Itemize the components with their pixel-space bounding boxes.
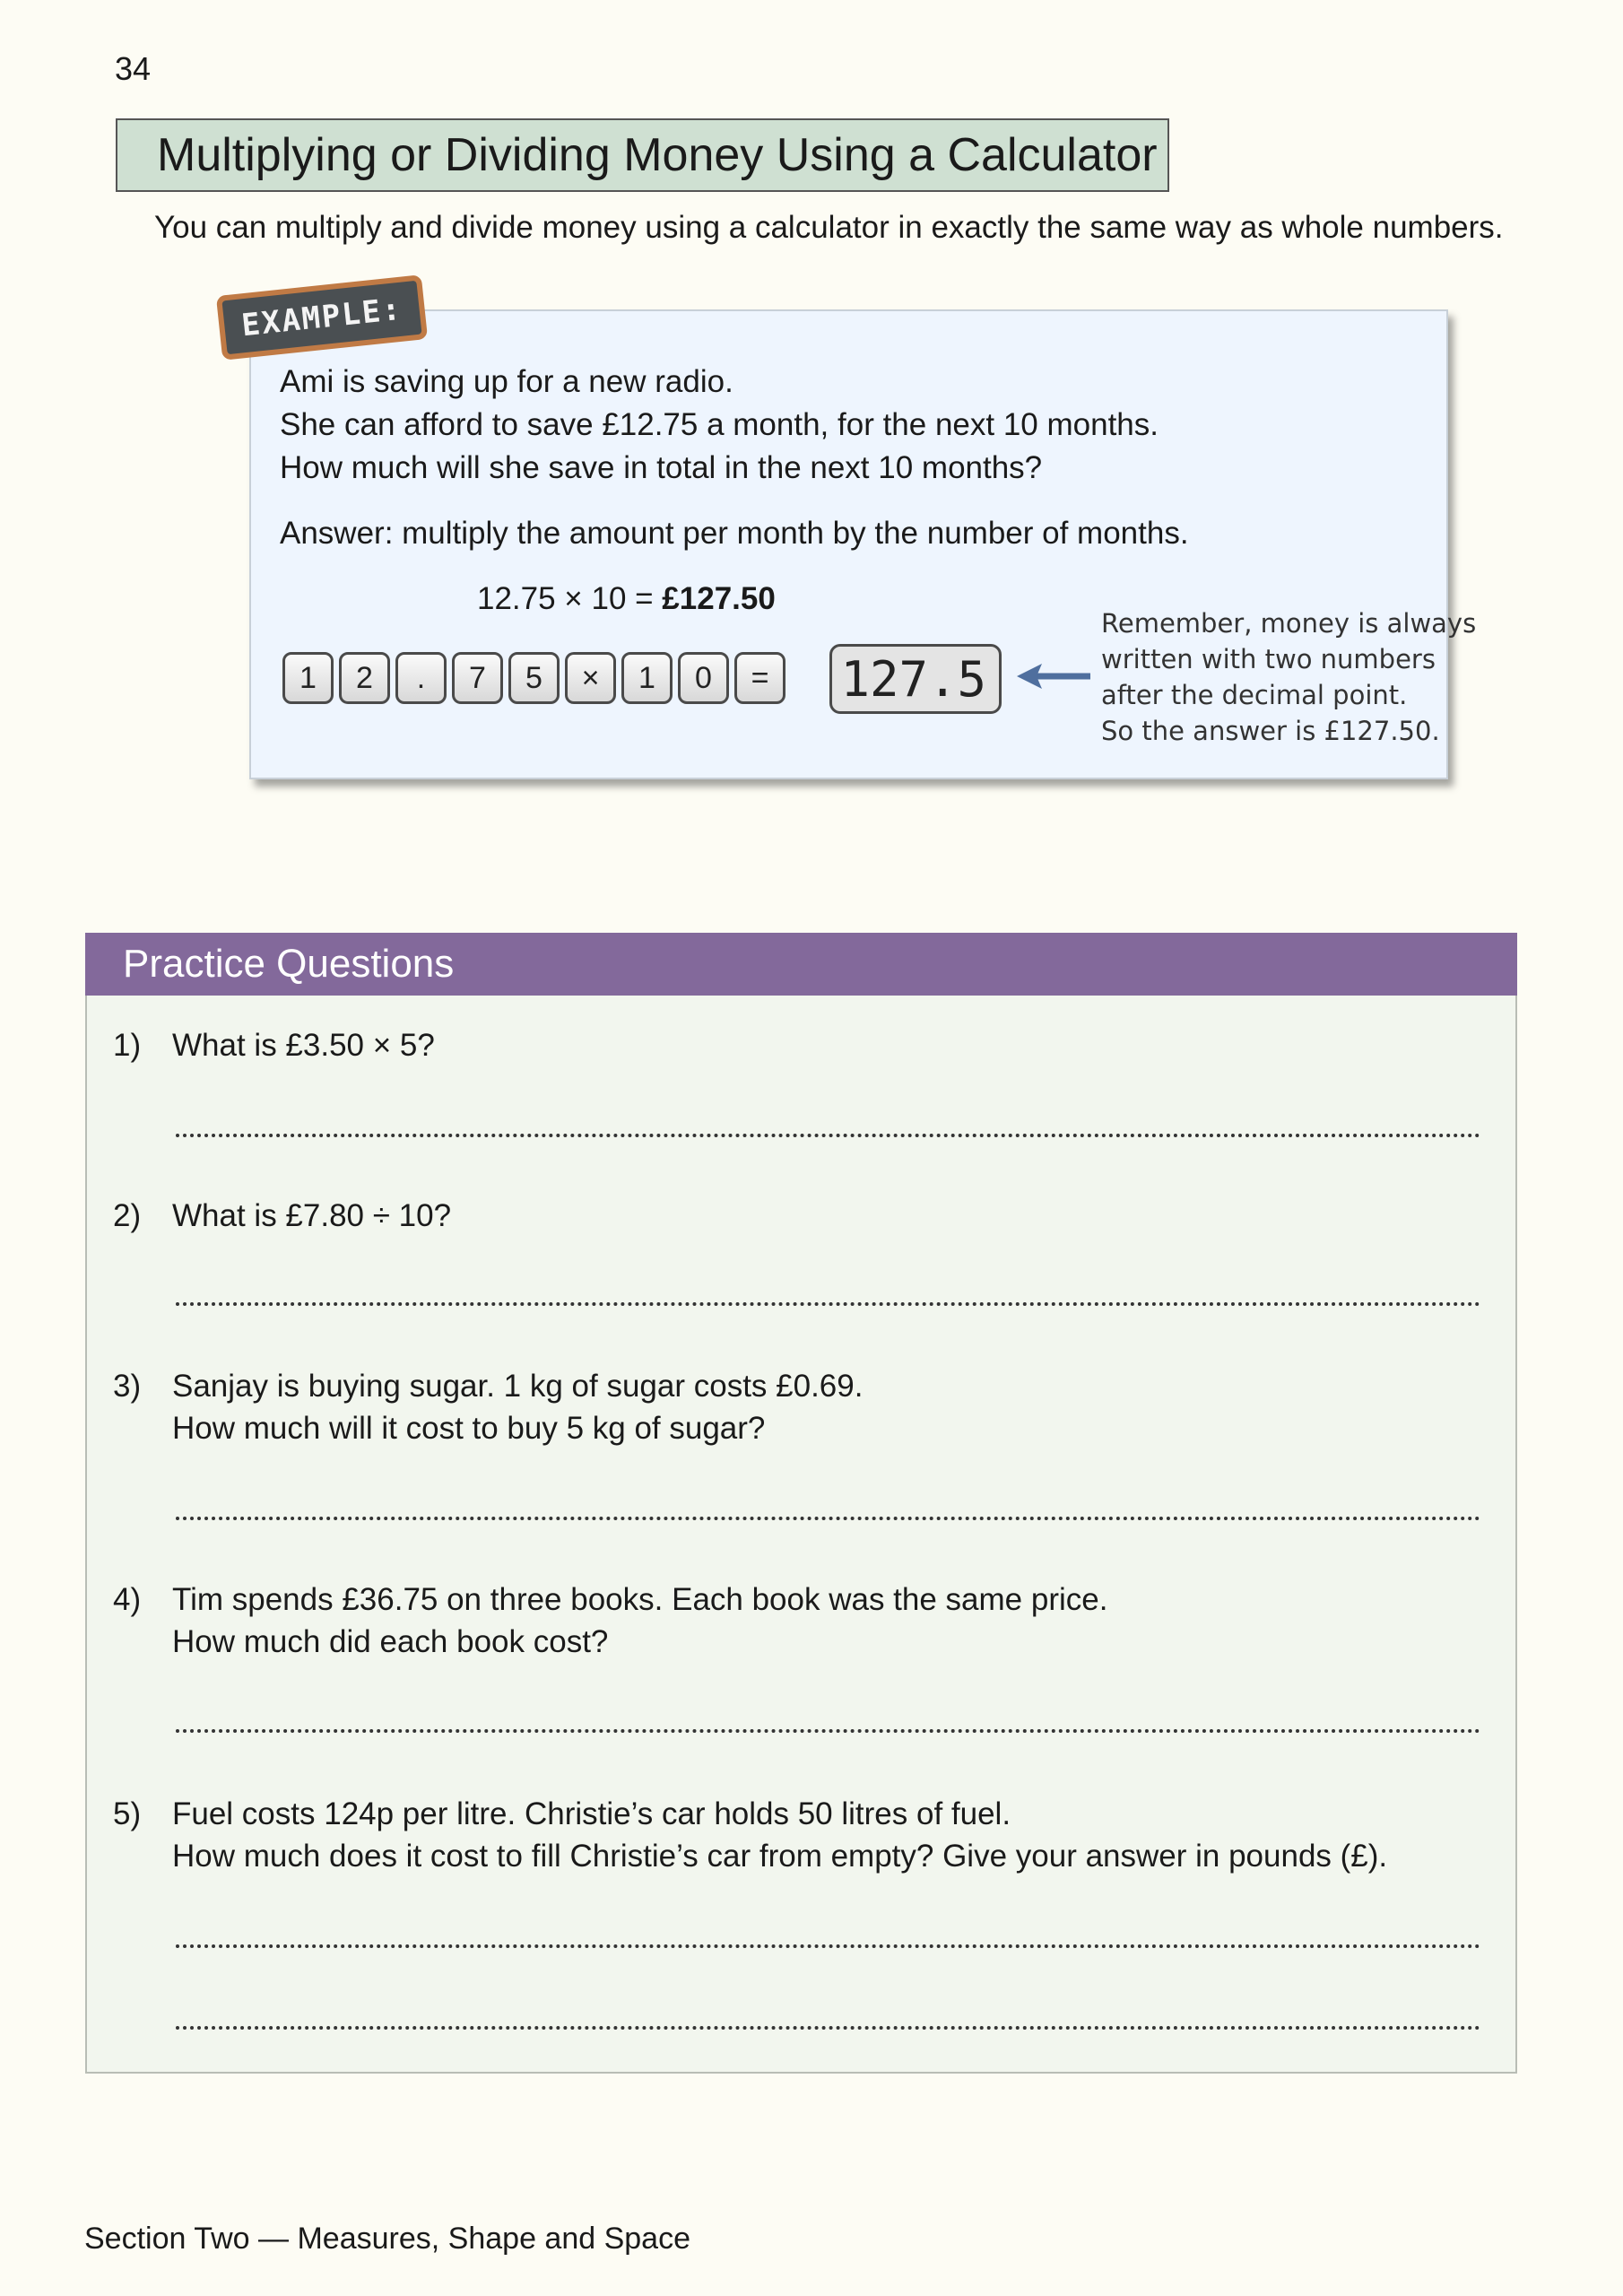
question-number: 5) [113, 1796, 142, 1831]
question-text: What is £7.80 ÷ 10? [172, 1198, 452, 1233]
example-line: How much will she save in total in the next 10 months? [280, 450, 1043, 485]
note-line: after the decimal point. [1101, 680, 1408, 710]
question-text: Sanjay is buying sugar. 1 kg of sugar costs £0.69. [172, 1369, 864, 1404]
calculation-result: £127.50 [662, 581, 776, 616]
question-number: 3) [113, 1369, 142, 1404]
note-line: written with two numbers [1101, 644, 1436, 674]
note-line: Remember, money is always [1101, 608, 1477, 639]
page-number: 34 [115, 50, 152, 87]
intro-text: You can multiply and divide money using a calculator in exactly the same way as whole numbers. [154, 210, 1504, 245]
calc-key-equals: = [734, 652, 785, 704]
question-text: How much will it cost to buy 5 kg of sugar? [172, 1411, 766, 1446]
calculator-keys [282, 652, 785, 704]
question-number: 4) [113, 1582, 142, 1617]
calc-key-multiply: × [565, 652, 616, 704]
page-title: Multiplying or Dividing Money Using a Calculator [116, 118, 1169, 192]
calc-key-5: 5 [508, 652, 560, 704]
answer-line[interactable] [176, 1517, 1480, 1520]
note-line: So the answer is £127.50. [1101, 716, 1440, 746]
practice-questions-header: Practice Questions [85, 933, 1517, 996]
example-badge: EXAMPLE: [216, 274, 428, 361]
calc-key-7: 7 [452, 652, 503, 704]
practice-questions-panel [85, 933, 1517, 2074]
question-text: How much did each book cost? [172, 1624, 609, 1659]
answer-line[interactable] [176, 1729, 1480, 1733]
question-number: 1) [113, 1028, 142, 1063]
example-answer: Answer: multiply the amount per month by the number of months. [280, 516, 1189, 551]
calc-key-2: 2 [339, 652, 390, 704]
calc-key-0: 0 [678, 652, 729, 704]
question-number: 2) [113, 1198, 142, 1233]
section-footer: Section Two — Measures, Shape and Space [84, 2222, 690, 2256]
example-calculation [477, 581, 776, 617]
calc-key-decimal-point: . [395, 652, 447, 704]
question-text: What is £3.50 × 5? [172, 1028, 435, 1063]
calculation-expression: 12.75 × 10 = [477, 581, 663, 616]
calc-key-1: 1 [621, 652, 673, 704]
answer-line[interactable] [176, 1302, 1480, 1306]
calculator-display: 127.5 [829, 644, 1002, 714]
example-line: Ami is saving up for a new radio. [280, 364, 733, 399]
question-text: Fuel costs 124p per litre. Christie’s car holds 50 litres of fuel. [172, 1796, 1011, 1831]
arrow-left-icon [1015, 660, 1092, 692]
answer-line[interactable] [176, 1134, 1480, 1137]
calc-key-1: 1 [282, 652, 334, 704]
answer-line[interactable] [176, 1944, 1480, 1948]
example-line: She can afford to save £12.75 a month, for the next 10 months. [280, 407, 1159, 442]
question-text: Tim spends £36.75 on three books. Each book was the same price. [172, 1582, 1108, 1617]
answer-line[interactable] [176, 2026, 1480, 2030]
question-text: How much does it cost to fill Christie’s car from empty? Give your answer in pounds (£). [172, 1839, 1388, 1874]
